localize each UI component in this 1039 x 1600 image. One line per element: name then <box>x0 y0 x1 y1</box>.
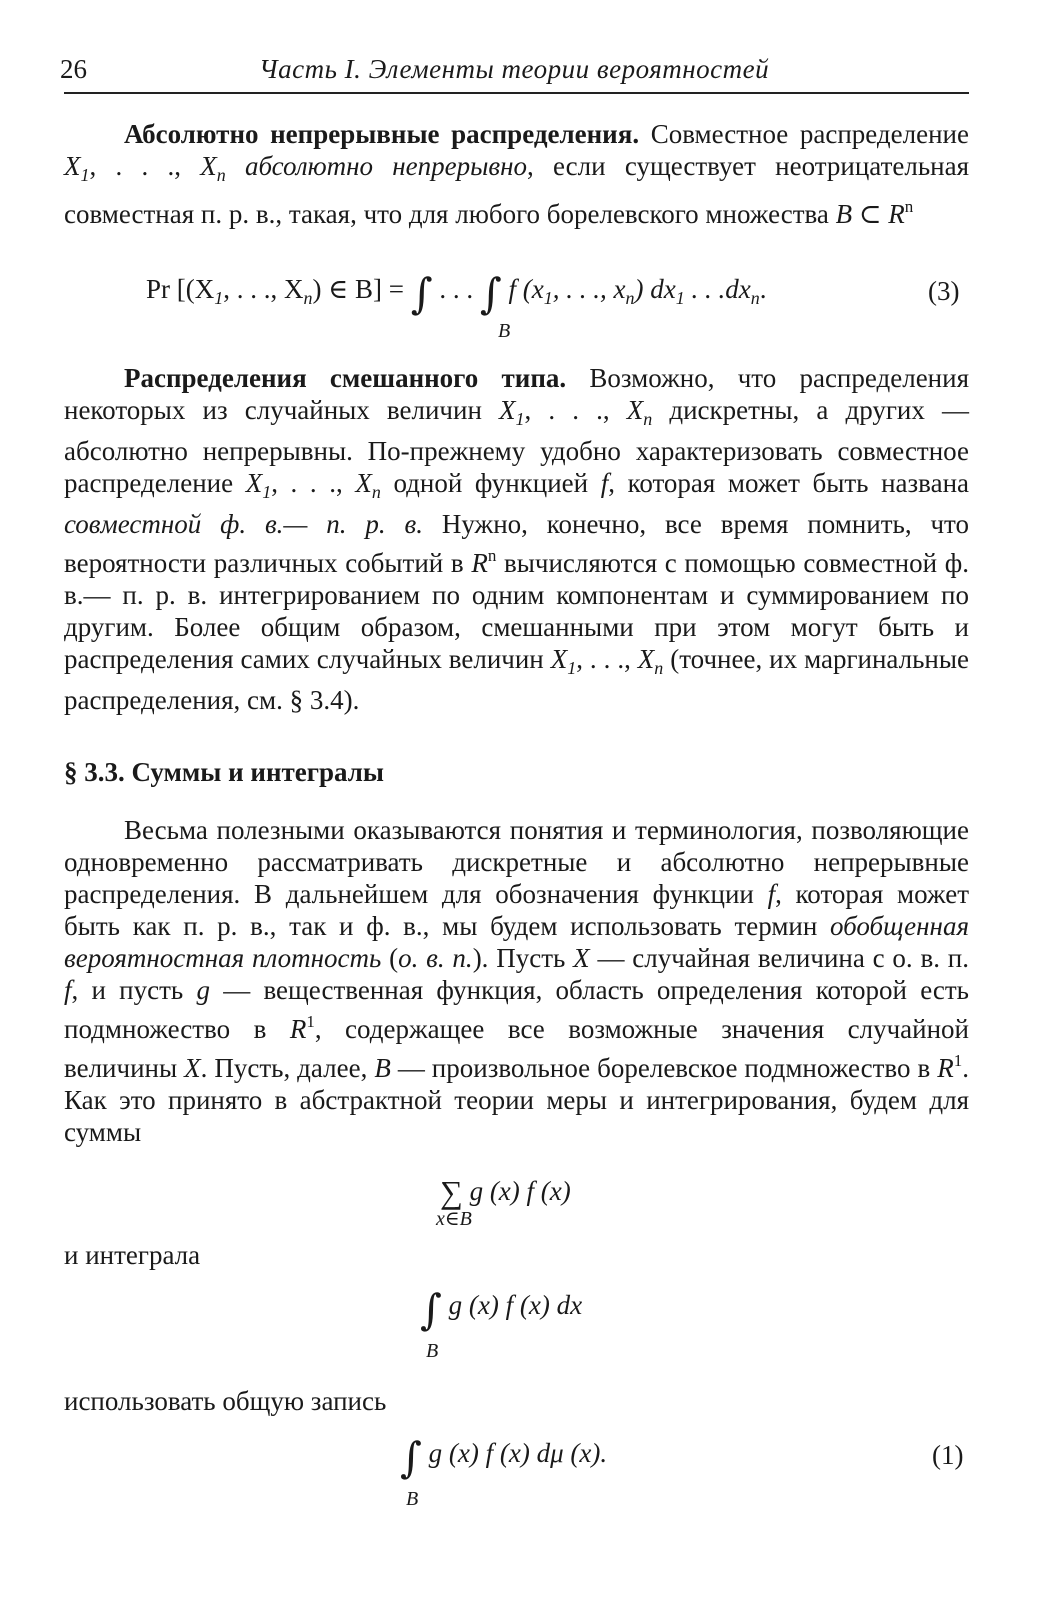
integration-domain: B <box>498 320 511 342</box>
integral-sign: ∫ <box>400 1433 422 1482</box>
integration-domain: B <box>426 1340 439 1362</box>
formula-integral: ∫ g (x) f (x) dx <box>420 1285 583 1334</box>
integral-sign: ∫ <box>420 1285 442 1334</box>
paragraph-mixed-type: Распределения смешанного типа. Возможно, что распределения некоторых из случайных величин $X_1$, . . ., $X_n$ дискретны, а других — абсолютно непрерывны. По-прежнему удобно характеризовать совместное распределение $X_1$, . . ., $X_n$ одной функцией f, которая может быть названа совместной ф. в.— п. р. в. Нужно, конечно, все время помнить, что вероятности различных событий в $R^n$ вычисляются с помощью совместной ф. в.— п. р. в. интегрированием по одним компонентам и суммированием по другим. Более общим образом, смешанными при этом могут быть и распределения самих случайных величин $X_1$, . . ., $X_n$ (точнее, их маргинальные распределения, см. § 3.4). <box>64 363 970 715</box>
formula-1: ∫ g (x) f (x) dμ (x). <box>400 1433 608 1482</box>
integral-sign: ∫ <box>410 269 433 318</box>
integral-sign: ∫ <box>479 269 502 318</box>
paragraph-sums-integrals: Весьма полезными оказываются понятия и терминология, позволяющие одновременно рассматривать дискретные и абсолютно непрерывные распределения. В дальнейшем для обозначения функции f, которая может быть как п. р. в., так и ф. в., мы будем использовать термин обобщенная вероятностная плотность (о. в. п.). Пусть X — случайная величина с о. в. п. f, и пусть g — вещественная функция, область определения которой есть подмножество в $R^1$, содержащее все возможные значения случайной величины X. Пусть, далее, B — произвольное борелевское подмножество в $R^1$. Как это принято в абстрактной теории меры и интегрирования, будем для суммы <box>64 815 970 1147</box>
formula-sum: ∑ g (x) f (x) <box>440 1174 571 1210</box>
running-title: Часть I. Элементы теории вероятностей <box>259 54 770 84</box>
text-line: использовать общую запись <box>64 1386 387 1416</box>
summation-domain: x∈B <box>436 1208 472 1230</box>
sum-sign: ∑ <box>440 1174 463 1210</box>
formula-3: Pr [($X_1$, . . ., $X_n$) ∈ B] = ∫ . . . ∫ f ($x_1$, . . ., $x_n$) $dx_1$ . . $.dx_n$. <box>146 269 767 318</box>
equation-number: (3) <box>928 276 960 306</box>
emphasis: совместной ф. в.— п. р. в. <box>64 509 424 539</box>
page-header <box>60 50 969 94</box>
paragraph-lead: Распределения смешанного типа. <box>124 363 567 393</box>
paragraph-lead: Абсолютно непрерывные распределения. <box>124 119 640 149</box>
section-heading: § 3.3. Суммы и интегралы <box>64 757 384 787</box>
emphasis: обобщенная вероятностная плотность <box>64 911 969 973</box>
emphasis: абсолютно непрерывно <box>225 151 528 181</box>
integration-domain: B <box>406 1488 419 1510</box>
paragraph-absolutely-continuous: Абсолютно непрерывные распределения. Совместное распределение $X_1$, . . ., $X_n$ абсолютно непрерывно, если существует неотрицательная совместная п. р. в., такая, что для любого борелевского множества B ⊂ $R^n$ <box>64 119 969 229</box>
document-page <box>60 0 970 1600</box>
text-line: и интеграла <box>64 1240 201 1270</box>
equation-number: (1) <box>932 1440 964 1470</box>
page-number: 26 <box>60 54 87 84</box>
